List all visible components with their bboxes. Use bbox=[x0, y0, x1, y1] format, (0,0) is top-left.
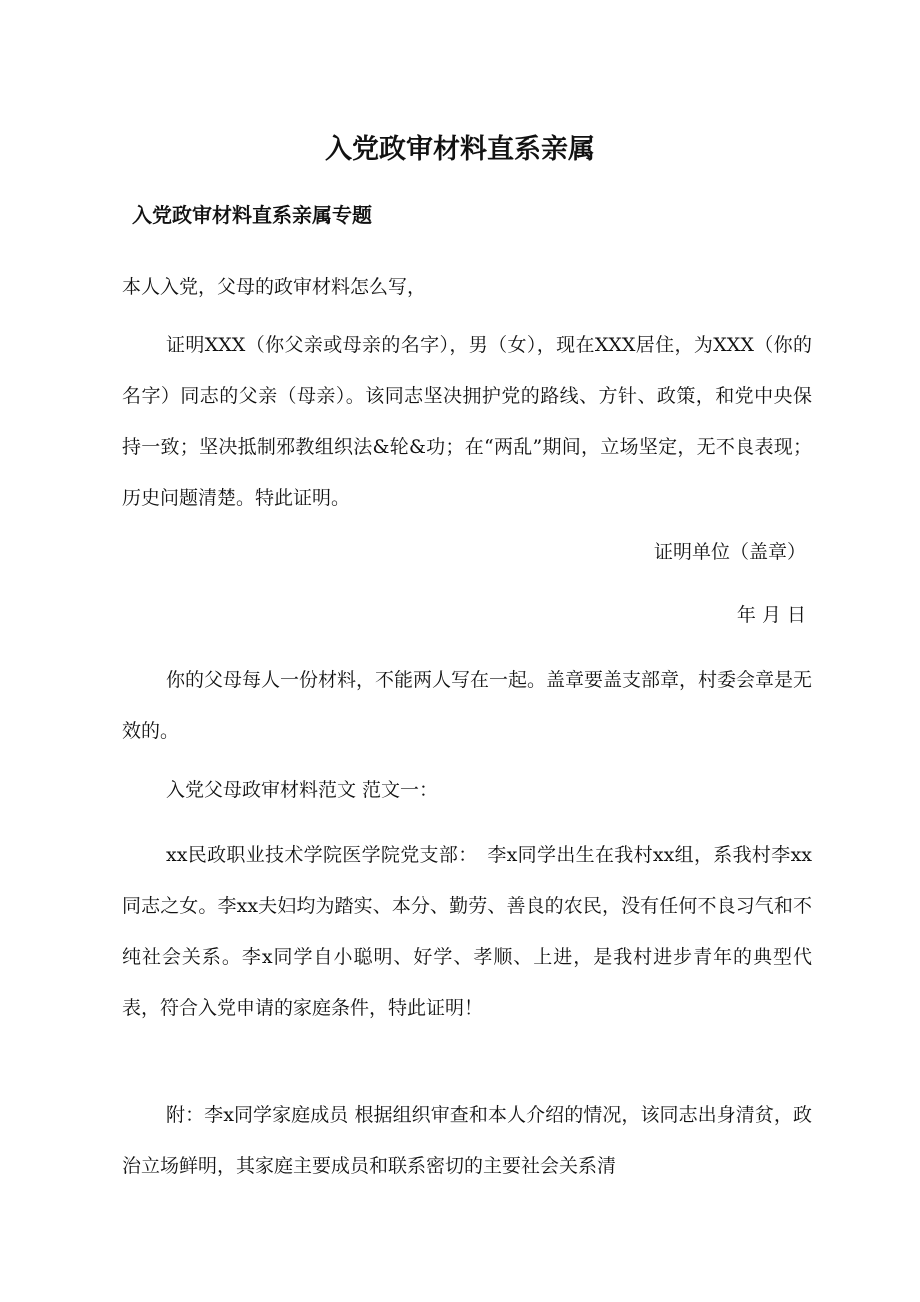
document-title: 入党政审材料直系亲属 bbox=[325, 134, 595, 165]
sample-heading: 入党父母政审材料范文 范文一： bbox=[166, 779, 439, 801]
document-subtitle: 入党政审材料直系亲属专题 bbox=[132, 203, 372, 227]
sample-body-paragraph: xx民政职业技术学院医学院党支部： 李x同学出生在我村xx组，系我村李xx同志之女。李xx夫妇均为踏实、本分、勤劳、善良的农民，没有任何不良习气和不纯社会关系。李x同学自小聪明、好学、孝顺、上进，是我村进步青年的典型代表，符合入党申请的家庭条件，特此证明！ bbox=[122, 844, 812, 1019]
appendix-paragraph: 附：李x同学家庭成员 根据组织审查和本人介绍的情况，该同志出身清贫，政治立场鲜明，其家庭主要成员和联系密切的主要社会关系清 bbox=[122, 1104, 812, 1177]
signature-unit: 证明单位（盖章） bbox=[653, 541, 806, 563]
template-paragraph: 证明XXX（你父亲或母亲的名字），男（女），现在XXX居住，为XXX（你的名字）同志的父亲（母亲）。该同志坚决拥护党的路线、方针、政策，和党中央保持一致；坚决抵制邪教组织法&轮&功；在“两乱”期间，立场坚定，无不良表现；历史问题清楚。特此证明。 bbox=[122, 334, 812, 509]
note-paragraph: 你的父母每人一份材料，不能两人写在一起。盖章要盖支部章，村委会章是无效的。 bbox=[122, 669, 813, 742]
date-line: 年 月 日 bbox=[736, 604, 806, 626]
question-paragraph: 本人入党，父母的政审材料怎么写， bbox=[122, 276, 427, 298]
